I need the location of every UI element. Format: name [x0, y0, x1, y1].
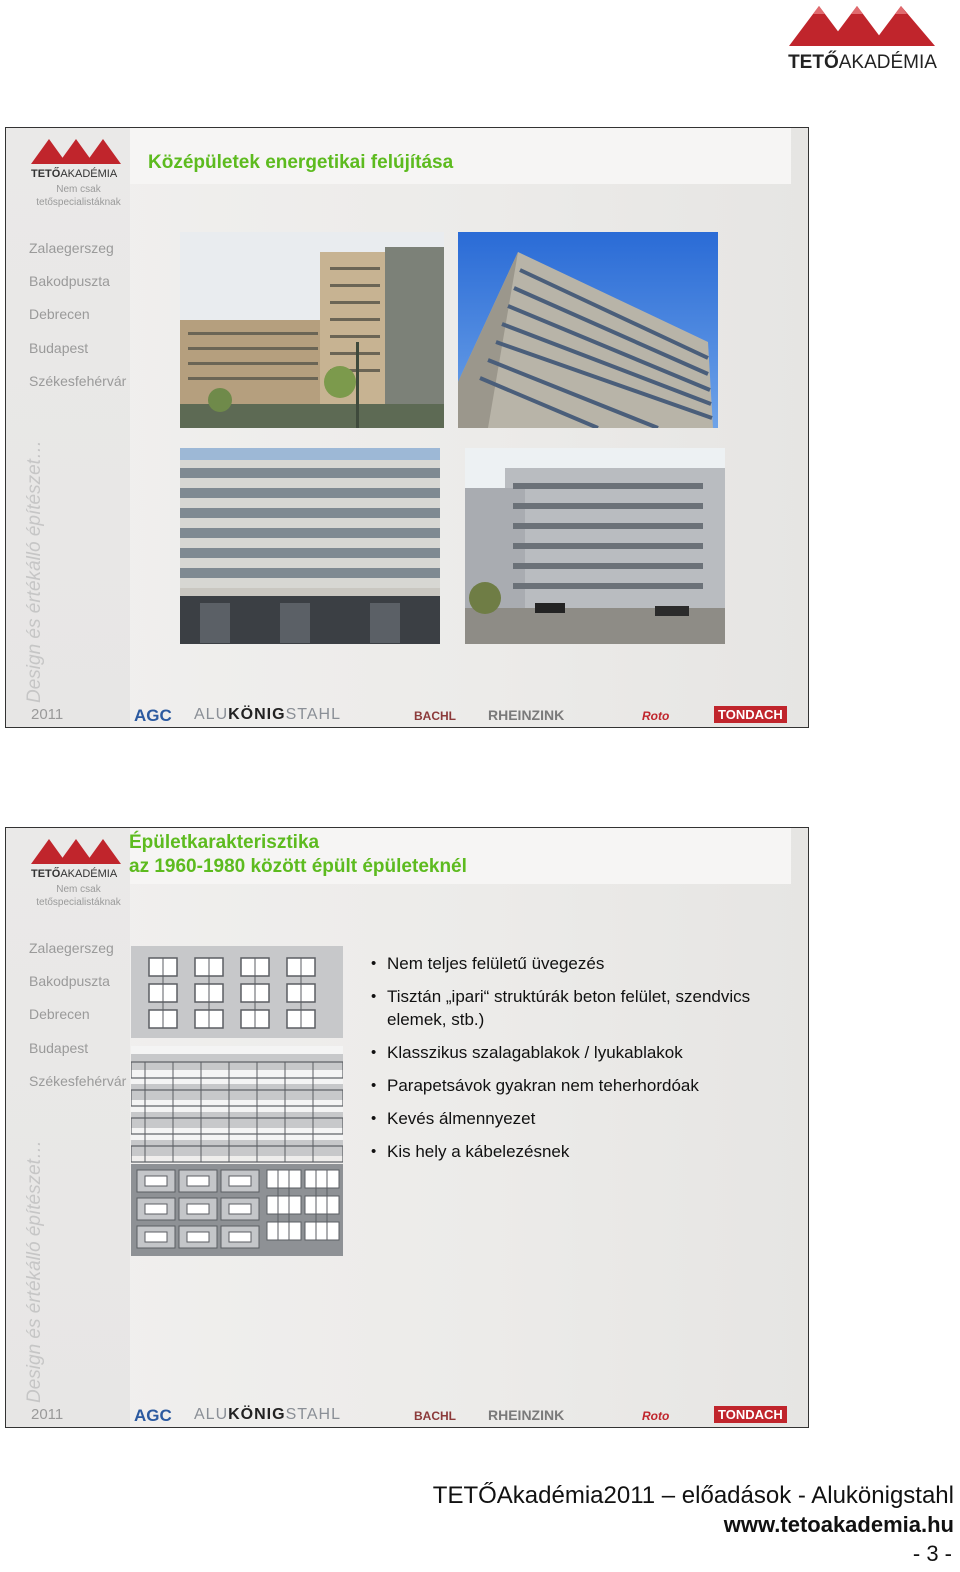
logo-wordmark: TETŐAKADÉMIA [788, 52, 937, 73]
sponsor-tondach: TONDACH [714, 1406, 787, 1423]
photo-office-building-blue-sky [458, 232, 718, 428]
logo-wordmark: TETŐAKADÉMIA [31, 168, 118, 180]
sponsor-bachl: BACHL [414, 1409, 456, 1423]
city-zalaegerszeg: Zalaegerszeg [29, 240, 114, 256]
city-zalaegerszeg: Zalaegerszeg [29, 940, 114, 956]
bullet-item: • Tisztán „ipari“ struktúrák beton felület, szendvics elemek, stb.) [371, 985, 791, 1031]
photo-facade-ribbon-windows [180, 448, 440, 644]
sponsor-strip [130, 1404, 806, 1426]
slide-sidebar [6, 828, 130, 1428]
city-budapest: Budapest [29, 1040, 89, 1056]
city-budapest: Budapest [29, 340, 89, 356]
footer-url[interactable]: www.tetoakademia.hu [723, 1512, 954, 1537]
page-number: - 3 - [912, 1541, 952, 1566]
bullet-item: • Parapetsávok gyakran nem teherhordóak [371, 1074, 791, 1097]
sponsor-roto: Roto [642, 1409, 670, 1423]
city-szekesfehervar: Székesfehérvár [29, 1073, 127, 1089]
facade-types-illustration [131, 946, 343, 1256]
bullet-list [371, 952, 791, 1173]
sponsor-rheinzink: RHEINZINK [488, 1407, 565, 1423]
slide-sidebar [6, 128, 130, 728]
slide-title-line-2: az 1960-1980 között épült épületeknél [129, 856, 467, 877]
photo-office-building-street [180, 232, 444, 428]
slide-logo [31, 136, 126, 216]
slide-title: Középületek energetikai felújítása [148, 152, 454, 173]
sponsor-bachl: BACHL [414, 709, 456, 723]
city-bakodpuszta: Bakodpuszta [29, 973, 110, 989]
sponsor-tondach: TONDACH [714, 706, 787, 723]
logo-wordmark: TETŐAKADÉMIA [31, 868, 118, 880]
roof-logo-icon [789, 2, 937, 48]
sponsor-strip [130, 704, 806, 726]
year-label: 2011 [31, 1406, 64, 1423]
slide-title-line-1: Épületkarakterisztika [129, 832, 320, 853]
photo-grey-panel-office-building [465, 448, 725, 644]
city-bakodpuszta: Bakodpuszta [29, 273, 110, 289]
logo-tagline: Nem csak tetőspecialistáknak [36, 884, 121, 908]
bullet-item: • Kevés álmennyezet [371, 1107, 791, 1130]
roof-logo-icon [31, 836, 123, 866]
bullet-item: • Kis hely a kábelezésnek [371, 1140, 791, 1163]
sponsor-agc: AGC [134, 1406, 172, 1425]
vertical-slogan: Design és értékálló építészet… [24, 440, 45, 703]
logo-tagline: Nem csak tetőspecialistáknak [36, 184, 121, 208]
slide-1 [5, 127, 809, 728]
city-szekesfehervar: Székesfehérvár [29, 373, 127, 389]
tetoakademia-logo [785, 2, 940, 74]
sponsor-rheinzink: RHEINZINK [488, 707, 565, 723]
bullet-item: • Klasszikus szalagablakok / lyukablakok [371, 1041, 791, 1064]
vertical-slogan: Design és értékálló építészet… [24, 1140, 45, 1403]
sponsor-agc: AGC [134, 706, 172, 725]
city-debrecen: Debrecen [29, 306, 90, 322]
slide-logo [31, 836, 126, 916]
sponsor-alukonigstahl: ALUKÖNIGSTAHL [194, 1406, 341, 1423]
bullet-item: • Nem teljes felületű üvegezés [371, 952, 791, 975]
city-debrecen: Debrecen [29, 1006, 90, 1022]
sponsor-alukonigstahl: ALUKÖNIGSTAHL [194, 706, 341, 723]
slide-2 [5, 827, 809, 1428]
sponsor-roto: Roto [642, 709, 670, 723]
roof-logo-icon [31, 136, 123, 166]
year-label: 2011 [31, 706, 64, 723]
footer-title: TETŐAkadémia2011 – előadások - Alukönigstahl [432, 1482, 954, 1509]
